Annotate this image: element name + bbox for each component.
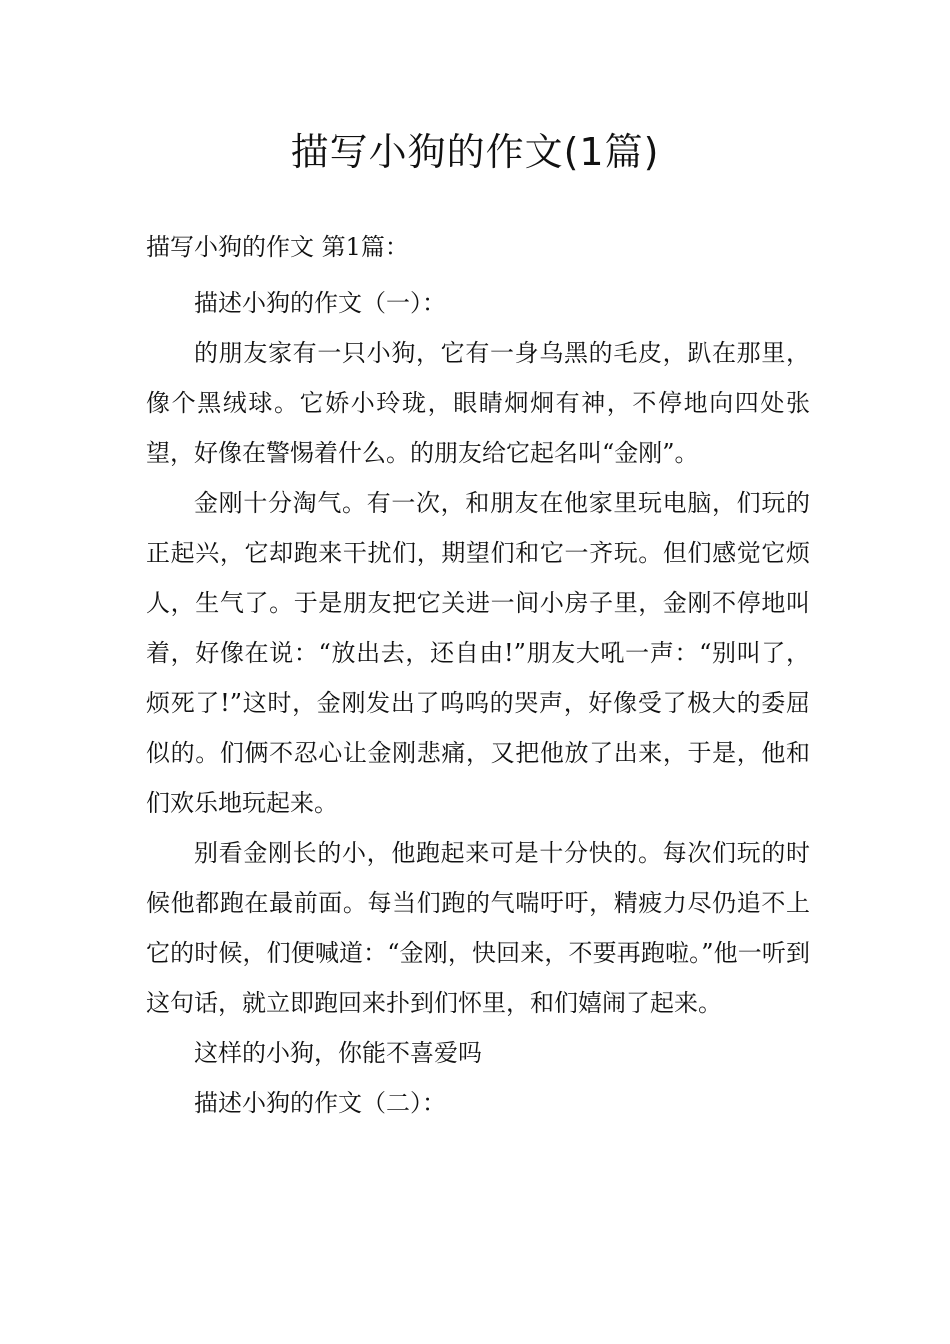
paragraph-3: 别看金刚长的小，他跑起来可是十分快的。每次们玩的时候他都跑在最前面。每当们跑的气喘吁吁，精疲力尽仍追不上它的时候，们便喊道：“金刚，快回来，不要再跑啦。”他一听到这句话，就立即跑回来扑到们怀里，和们嬉闹了起来。 — [146, 839, 810, 1017]
closing-line: 这样的小狗，你能不喜爱吗 — [194, 1039, 482, 1067]
document-body — [146, 222, 810, 1128]
document-title: 描写小狗的作文(1篇) — [290, 130, 660, 174]
section-heading-2: 描述小狗的作文（二）： — [194, 1089, 446, 1117]
paragraph-2: 金刚十分淘气。有一次，和朋友在他家里玩电脑，们玩的正起兴，它却跑来干扰们，期望们和它一齐玩。但们感觉它烦人，生气了。于是朋友把它关进一间小房子里，金刚不停地叫着，好像在说：“放出去，还自由!”朋友大吼一声：“别叫了，烦死了!”这时，金刚发出了呜呜的哭声，好像受了极大的委屈似的。们俩不忍心让金刚悲痛，又把他放了出来，于是，他和们欢乐地玩起来。 — [146, 489, 810, 817]
intro-line: 描写小狗的作文 第1篇： — [146, 233, 409, 261]
section-heading-1: 描述小狗的作文（一）： — [194, 289, 446, 317]
paragraph-1: 的朋友家有一只小狗，它有一身乌黑的毛皮，趴在那里，像个黑绒球。它娇小玲珑，眼睛炯炯有神，不停地向四处张望，好像在警惕着什么。的朋友给它起名叫“金刚”。 — [146, 339, 810, 467]
